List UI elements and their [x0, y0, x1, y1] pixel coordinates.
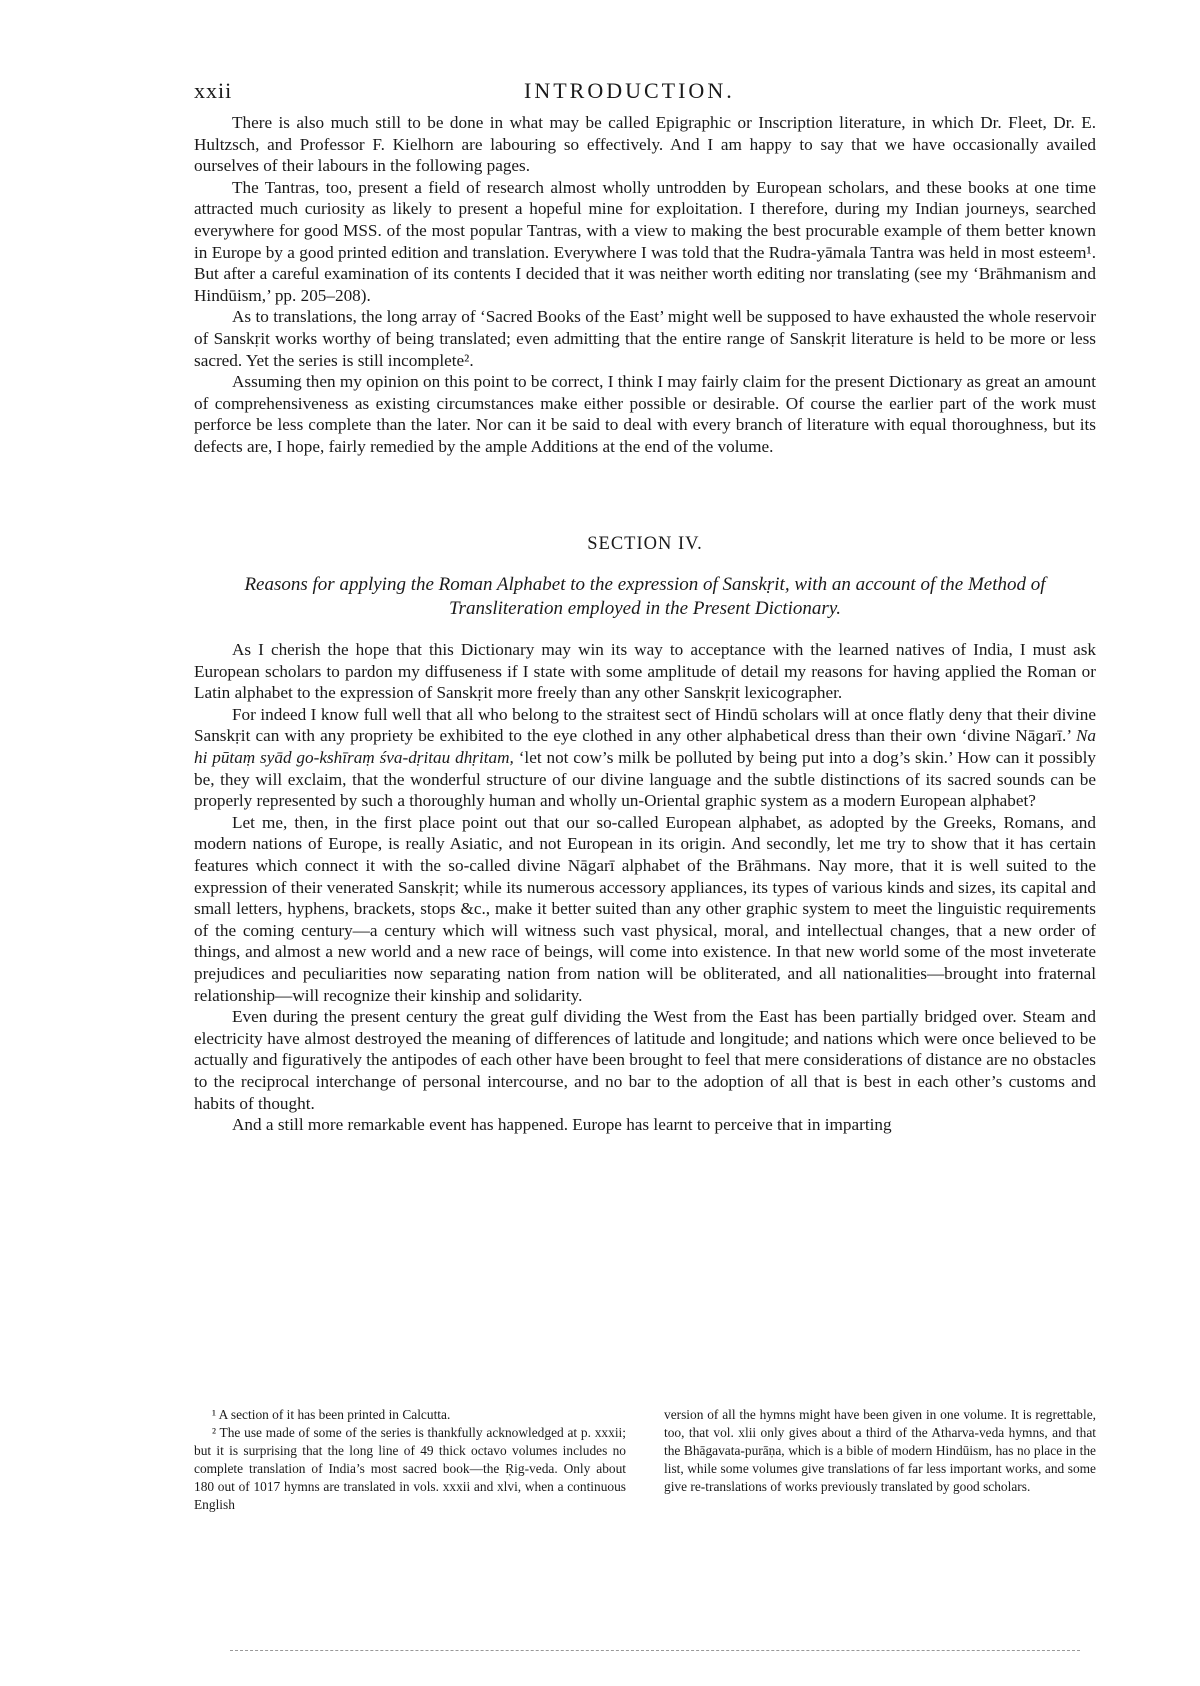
- paragraph: As I cherish the hope that this Dictionary may win its way to acceptance with the learned natives of India, I must ask European scholars to pardon my diffuseness if I state with some amplitude of detail my reasons for having applied the Roman or Latin alphabet to the expression of Sanskṛit more freely than any other Sanskṛit lexicographer.: [194, 640, 1096, 703]
- paragraph: Even during the present century the great gulf dividing the West from the East has been partially bridged over. Steam and electricity have almost destroyed the meaning of differences of latitude and longitude; and nations which were once believed to be actually and figuratively the antipodes of each other have been brought to feel that mere considerations of distance are no obstacles to the reciprocal interchange of personal intercourse, and no bar to the adoption of all that is best in each other’s customs and habits of thought.: [194, 1007, 1096, 1113]
- footnote-column-right: [664, 1406, 1096, 1514]
- paragraph-text: ‘let not cow’s milk be polluted by being put into a dog’s skin.’ How can it possibly be, they will exclaim, that the wonderful structure of our divine language and the subtle distinctions of its sacred sounds can be properly represented by such a thoroughly human and wholly un-Oriental graphic system as a modern European alphabet?: [194, 748, 1096, 811]
- sanskrit-quote: Na hi pūtaṃ syād go-kshīraṃ śva-dṛitau dhṛitam,: [194, 726, 1096, 768]
- section-heading: SECTION IV.: [587, 533, 703, 554]
- footnote-2: ² The use made of some of the series is thankfully acknowledged at p. xxxii; but it is surprising that the long line of 49 thick octavo volumes includes no complete translation of India’s most sacred book—the Ṛig-veda. Only about 180 out of 1017 hymns are translated in vols. xxxii and xlvi, when a continuous English: [194, 1425, 626, 1512]
- paragraph: And a still more remarkable event has happened. Europe has learnt to perceive that in imparting: [232, 1115, 892, 1135]
- paragraph: Assuming then my opinion on this point to be correct, I think I may fairly claim for the present Dictionary as great an amount of comprehensiveness as existing circumstances make either possible or desirable. Of course the earlier part of the work must perforce be less complete than the later. Nor can it be said to deal with every branch of literature with equal thoroughness, but its defects are, I hope, fairly remedied by the ample Additions at the end of the volume.: [194, 372, 1096, 456]
- body-text: [194, 112, 1096, 1136]
- page-header: [194, 78, 1094, 104]
- footnote-column-left: [194, 1406, 626, 1514]
- page-number: xxii: [194, 78, 233, 103]
- paragraph: The Tantras, too, present a field of research almost wholly untrodden by European scholars, and these books at one time attracted much curiosity as likely to present a hopeful mine for exploitation. I therefore, during my Indian journeys, searched everywhere for good MSS. of the most popular Tantras, with a view to making the best procurable example of them better known in Europe by a good printed edition and translation. Everywhere I was told that the Rudra-yāmala Tantra was held in most esteem¹. But after a careful examination of its contents I decided that it was neither worth editing nor translating (see my ‘Brāhmanism and Hindūism,’ pp. 205–208).: [194, 177, 1096, 305]
- paragraph-text: For indeed I know full well that all who belong to the straitest sect of Hindū scholars will at once flatly deny that their divine Sanskṛit can with any propriety be exhibited to the eye clothed in any other alphabetical dress than their own ‘divine Nāgarī.’: [194, 704, 1096, 746]
- footnote-2-continued: version of all the hymns might have been given in one volume. It is regrettable, too, that vol. xlii only gives about a third of the Atharva-veda hymns, and that the Bhāgavata-purāṇa, which is a bible of modern Hindūism, has no place in the list, while some volumes give translations of far less important works, and some give re-translations of works previously translated by good scholars.: [664, 1407, 1096, 1494]
- footnotes: [194, 1406, 1096, 1514]
- footnote-1: ¹ A section of it has been printed in Calcutta.: [212, 1407, 451, 1422]
- bottom-rule: [230, 1650, 1080, 1651]
- paragraph: As to translations, the long array of ‘Sacred Books of the East’ might well be supposed to have exhausted the whole reservoir of Sanskṛit works worthy of being translated; even admitting that the entire range of Sanskṛit literature is held to be more or less sacred. Yet the series is still incomplete².: [194, 307, 1096, 370]
- running-title: INTRODUCTION.: [524, 78, 735, 103]
- section-subtitle: Reasons for applying the Roman Alphabet to the expression of Sanskṛit, with an account of the Method of Transliteration employed in the Present Dictionary.: [244, 574, 1046, 620]
- paragraph: Let me, then, in the first place point out that our so-called European alphabet, as adopted by the Greeks, Romans, and modern nations of Europe, is really Asiatic, and not European in its origin. And secondly, let me try to show that it has certain features which connect it with the so-called divine Nāgarī alphabet of the Brāhmans. Nay more, that it is well suited to the expression of their venerated Sanskṛit; while its numerous accessory appliances, its types of various kinds and sizes, its capital and small letters, hyphens, brackets, stops &c., make it better suited than any other graphic system to meet the linguistic requirements of the coming century—a century which will witness such vast physical, moral, and intellectual changes, that a new order of things, and almost a new world and a new race of beings, will come into existence. In that new world some of the most inveterate prejudices and peculiarities now separating nation from nation will be obliterated, and all nationalities—brought into fraternal relationship—will recognize their kinship and solidarity.: [194, 812, 1096, 1005]
- paragraph: There is also much still to be done in what may be called Epigraphic or Inscription literature, in which Dr. Fleet, Dr. E. Hultzsch, and Professor F. Kielhorn are labouring so effectively. And I am happy to say that we have occasionally availed ourselves of their labours in the following pages.: [194, 113, 1096, 176]
- paragraph-with-quote: [194, 704, 1096, 812]
